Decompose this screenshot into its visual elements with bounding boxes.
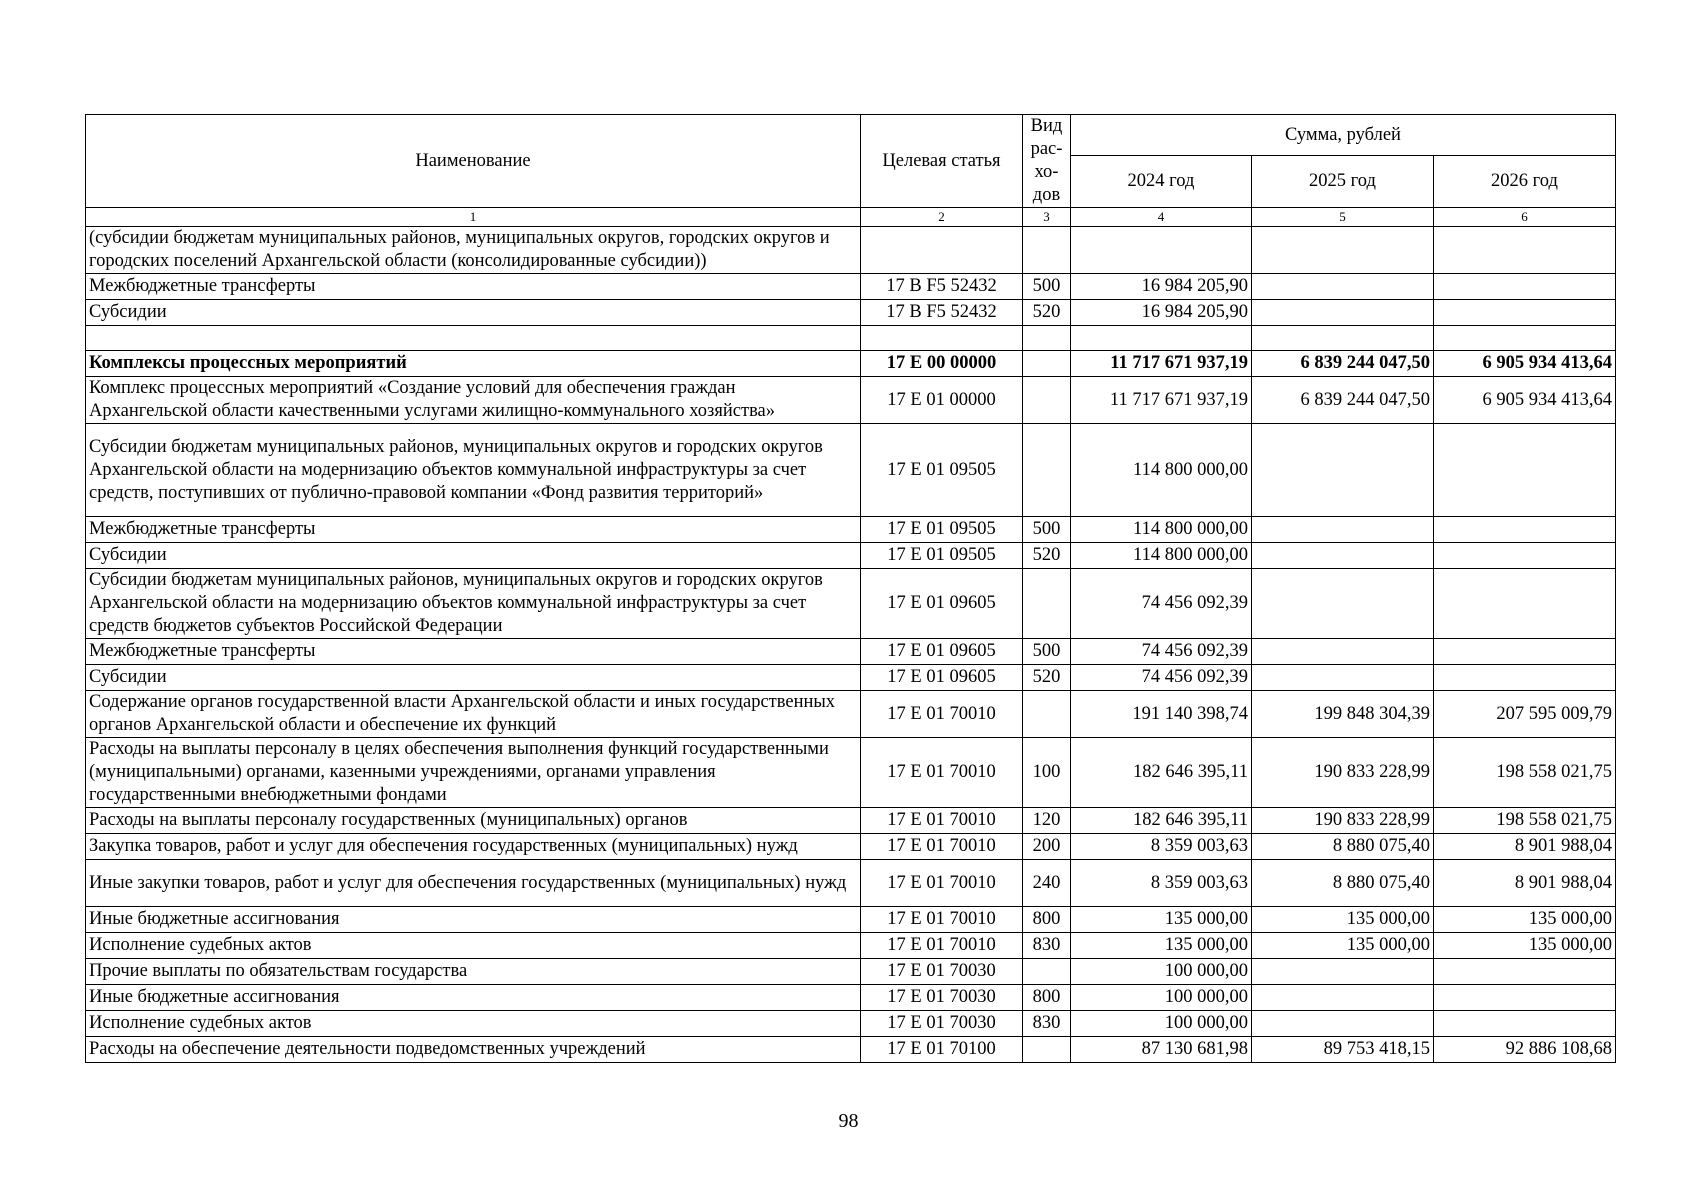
amount-2025-cell [1252,959,1434,985]
amount-2024-cell: 74 456 092,39 [1071,569,1252,639]
amount-2024-cell: 16 984 205,90 [1071,274,1252,300]
row-name-cell: Межбюджетные трансферты [86,517,861,543]
row-name-cell: Комплексы процессных мероприятий [86,351,861,377]
amount-2024-cell: 11 717 671 937,19 [1071,351,1252,377]
row-name-cell: Расходы на обеспечение деятельности подведомственных учреждений [86,1037,861,1063]
amount-2026-cell [1434,517,1616,543]
amount-2024-cell: 191 140 398,74 [1071,691,1252,738]
target-article-cell: 17 Е 01 00000 [861,377,1023,424]
target-article-cell: 17 Е 01 09505 [861,543,1023,569]
header-year-2025: 2025 год [1252,156,1434,208]
table-body [86,227,1616,1063]
amount-2026-cell: 135 000,00 [1434,907,1616,933]
target-article-cell: 17 Е 01 70010 [861,808,1023,834]
expense-kind-cell [1023,1037,1071,1063]
amount-2025-cell [1252,665,1434,691]
amount-2024-cell: 100 000,00 [1071,1011,1252,1037]
amount-2025-cell: 8 880 075,40 [1252,860,1434,907]
amount-2025-cell [1252,543,1434,569]
row-name-cell: Комплекс процессных мероприятий «Создание условий для обеспечения граждан Архангельской области качественными услугами жилищно-коммунального хозяйства» [86,377,861,424]
expense-kind-cell: 830 [1023,1011,1071,1037]
header-expense-kind: Вид рас- хо- дов [1023,115,1071,208]
amount-2026-cell [1434,424,1616,517]
expense-kind-cell: 200 [1023,834,1071,860]
row-name-cell: Содержание органов государственной власти Архангельской области и иных государственных органов Архангельской области и обеспечение их функций [86,691,861,738]
target-article-cell [861,227,1023,274]
target-article-cell: 17 Е 01 70010 [861,738,1023,808]
header-target-article: Целевая статья [861,115,1023,208]
expense-kind-cell [1023,377,1071,424]
table-row [86,639,1616,665]
amount-2026-cell: 198 558 021,75 [1434,808,1616,834]
row-name-cell: Субсидии бюджетам муниципальных районов, муниципальных округов и городских округов Архангельской области на модернизацию объектов коммунальной инфраструктуры за счет средств бюджетов субъектов Российской Федерации [86,569,861,639]
amount-2026-cell [1434,985,1616,1011]
amount-2026-cell: 6 905 934 413,64 [1434,351,1616,377]
amount-2025-cell [1252,274,1434,300]
amount-2025-cell: 6 839 244 047,50 [1252,351,1434,377]
expense-kind-cell: 240 [1023,860,1071,907]
table-row [86,933,1616,959]
amount-2024-cell: 182 646 395,11 [1071,738,1252,808]
expense-kind-cell: 100 [1023,738,1071,808]
table-row [86,1011,1616,1037]
row-name-cell: Расходы на выплаты персоналу в целях обеспечения выполнения функций государственными (муниципальными) органами, казенными учреждениями, органами управления государственными внебюджетными фондами [86,738,861,808]
amount-2026-cell [1434,227,1616,274]
amount-2025-cell [1252,517,1434,543]
amount-2025-cell [1252,326,1434,351]
row-name-cell: Иные бюджетные ассигнования [86,907,861,933]
amount-2024-cell: 8 359 003,63 [1071,860,1252,907]
header-sum: Сумма, рублей [1071,115,1616,156]
amount-2026-cell: 92 886 108,68 [1434,1037,1616,1063]
expense-kind-cell: 520 [1023,300,1071,326]
amount-2024-cell [1071,227,1252,274]
amount-2026-cell [1434,665,1616,691]
table-row [86,517,1616,543]
amount-2024-cell: 114 800 000,00 [1071,424,1252,517]
table-row [86,808,1616,834]
amount-2024-cell: 74 456 092,39 [1071,639,1252,665]
target-article-cell: 17 Е 01 70010 [861,691,1023,738]
target-article-cell [861,326,1023,351]
amount-2024-cell: 100 000,00 [1071,985,1252,1011]
expense-kind-cell: 500 [1023,274,1071,300]
budget-table [85,114,1616,1063]
column-number: 1 [86,208,861,227]
table-row [86,300,1616,326]
table-row [86,834,1616,860]
amount-2024-cell: 114 800 000,00 [1071,543,1252,569]
table-row [86,377,1616,424]
row-name-cell: Исполнение судебных актов [86,1011,861,1037]
target-article-cell: 17 Е 01 09505 [861,517,1023,543]
header-name: Наименование [86,115,861,208]
row-name-cell: Закупка товаров, работ и услуг для обеспечения государственных (муниципальных) нужд [86,834,861,860]
amount-2026-cell [1434,326,1616,351]
table-row [86,860,1616,907]
expense-kind-cell [1023,569,1071,639]
amount-2026-cell [1434,300,1616,326]
target-article-cell: 17 Е 01 70010 [861,834,1023,860]
expense-kind-cell [1023,424,1071,517]
expense-kind-cell [1023,959,1071,985]
table-row [86,227,1616,274]
target-article-cell: 17 Е 01 70030 [861,1011,1023,1037]
amount-2024-cell: 16 984 205,90 [1071,300,1252,326]
amount-2024-cell: 11 717 671 937,19 [1071,377,1252,424]
table-row [86,326,1616,351]
row-name-cell: Субсидии бюджетам муниципальных районов, муниципальных округов и городских округов Архангельской области на модернизацию объектов коммунальной инфраструктуры за счет средств, поступивших от публично-правовой компании «Фонд развития территорий» [86,424,861,517]
expense-kind-cell: 830 [1023,933,1071,959]
row-name-cell: (субсидии бюджетам муниципальных районов, муниципальных округов, городских округов и городских поселений Архангельской области (консолидированные субсидии)) [86,227,861,274]
column-number: 4 [1071,208,1252,227]
expense-kind-cell [1023,326,1071,351]
column-number: 6 [1434,208,1616,227]
amount-2026-cell [1434,543,1616,569]
column-number: 5 [1252,208,1434,227]
amount-2024-cell: 114 800 000,00 [1071,517,1252,543]
column-number: 2 [861,208,1023,227]
expense-kind-cell: 500 [1023,517,1071,543]
amount-2026-cell: 6 905 934 413,64 [1434,377,1616,424]
amount-2025-cell [1252,639,1434,665]
target-article-cell: 17 Е 01 70010 [861,860,1023,907]
target-article-cell: 17 Е 01 09605 [861,665,1023,691]
target-article-cell: 17 Е 01 70010 [861,933,1023,959]
amount-2024-cell: 87 130 681,98 [1071,1037,1252,1063]
row-name-cell: Межбюджетные трансферты [86,639,861,665]
target-article-cell: 17 Е 01 09605 [861,569,1023,639]
row-name-cell: Иные бюджетные ассигнования [86,985,861,1011]
row-name-cell: Межбюджетные трансферты [86,274,861,300]
amount-2026-cell [1434,639,1616,665]
amount-2024-cell: 182 646 395,11 [1071,808,1252,834]
amount-2025-cell: 199 848 304,39 [1252,691,1434,738]
table-row [86,907,1616,933]
expense-kind-cell [1023,227,1071,274]
table-row [86,691,1616,738]
amount-2024-cell: 74 456 092,39 [1071,665,1252,691]
table-row [86,959,1616,985]
target-article-cell: 17 В F5 52432 [861,300,1023,326]
amount-2024-cell: 135 000,00 [1071,933,1252,959]
amount-2026-cell: 8 901 988,04 [1434,860,1616,907]
amount-2025-cell: 8 880 075,40 [1252,834,1434,860]
target-article-cell: 17 Е 01 70100 [861,1037,1023,1063]
amount-2025-cell [1252,569,1434,639]
amount-2025-cell: 89 753 418,15 [1252,1037,1434,1063]
expense-kind-cell: 800 [1023,907,1071,933]
table-row [86,738,1616,808]
amount-2025-cell [1252,300,1434,326]
amount-2025-cell: 6 839 244 047,50 [1252,377,1434,424]
amount-2026-cell [1434,569,1616,639]
amount-2025-cell [1252,985,1434,1011]
row-name-cell: Субсидии [86,543,861,569]
table-row [86,424,1616,517]
table-row [86,985,1616,1011]
expense-kind-cell: 120 [1023,808,1071,834]
amount-2026-cell [1434,274,1616,300]
header-year-2024: 2024 год [1071,156,1252,208]
amount-2025-cell: 135 000,00 [1252,907,1434,933]
page-number: 98 [838,1110,859,1132]
target-article-cell: 17 Е 01 09605 [861,639,1023,665]
table-row [86,351,1616,377]
target-article-cell: 17 Е 01 70010 [861,907,1023,933]
header-year-2026: 2026 год [1434,156,1616,208]
expense-kind-cell: 800 [1023,985,1071,1011]
table-row [86,665,1616,691]
amount-2026-cell: 198 558 021,75 [1434,738,1616,808]
row-name-cell: Расходы на выплаты персоналу государственных (муниципальных) органов [86,808,861,834]
amount-2025-cell: 135 000,00 [1252,933,1434,959]
amount-2026-cell: 207 595 009,79 [1434,691,1616,738]
amount-2025-cell: 190 833 228,99 [1252,808,1434,834]
row-name-cell: Иные закупки товаров, работ и услуг для обеспечения государственных (муниципальных) нужд [86,860,861,907]
expense-kind-cell: 500 [1023,639,1071,665]
amount-2025-cell [1252,1011,1434,1037]
expense-kind-cell: 520 [1023,665,1071,691]
amount-2025-cell: 190 833 228,99 [1252,738,1434,808]
row-name-cell: Субсидии [86,665,861,691]
amount-2025-cell [1252,424,1434,517]
amount-2025-cell [1252,227,1434,274]
amount-2024-cell: 100 000,00 [1071,959,1252,985]
table-row [86,274,1616,300]
amount-2024-cell [1071,326,1252,351]
amount-2026-cell [1434,959,1616,985]
expense-kind-cell: 520 [1023,543,1071,569]
target-article-cell: 17 Е 01 70030 [861,959,1023,985]
table-row [86,543,1616,569]
amount-2024-cell: 135 000,00 [1071,907,1252,933]
table-row [86,1037,1616,1063]
row-name-cell: Прочие выплаты по обязательствам государства [86,959,861,985]
row-name-cell: Субсидии [86,300,861,326]
amount-2024-cell: 8 359 003,63 [1071,834,1252,860]
row-name-cell [86,326,861,351]
amount-2026-cell: 8 901 988,04 [1434,834,1616,860]
table-row [86,569,1616,639]
amount-2026-cell [1434,1011,1616,1037]
column-numbers-row [86,208,1616,227]
target-article-cell: 17 В F5 52432 [861,274,1023,300]
target-article-cell: 17 Е 00 00000 [861,351,1023,377]
expense-kind-cell [1023,351,1071,377]
row-name-cell: Исполнение судебных актов [86,933,861,959]
column-number: 3 [1023,208,1071,227]
target-article-cell: 17 Е 01 09505 [861,424,1023,517]
expense-kind-cell [1023,691,1071,738]
amount-2026-cell: 135 000,00 [1434,933,1616,959]
target-article-cell: 17 Е 01 70030 [861,985,1023,1011]
